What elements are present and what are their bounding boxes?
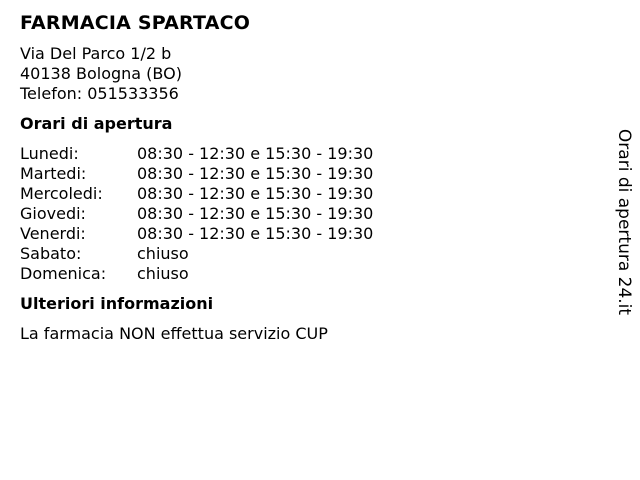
hours-value: 08:30 - 12:30 e 15:30 - 19:30 — [137, 144, 374, 163]
hours-row-sunday — [20, 264, 373, 284]
address-city: 40138 Bologna (BO) — [20, 64, 182, 83]
day-label: Martedi: — [20, 164, 87, 183]
hours-row-monday — [20, 144, 373, 164]
pharmacy-name: FARMACIA SPARTACO — [20, 12, 251, 34]
hours-row-tuesday — [20, 164, 373, 184]
opening-hours-table — [20, 144, 373, 284]
site-watermark: Orari di apertura 24.it — [614, 128, 634, 316]
hours-row-thursday — [20, 204, 373, 224]
hours-row-friday — [20, 224, 373, 244]
hours-value: chiuso — [137, 244, 189, 263]
day-label: Lunedi: — [20, 144, 79, 163]
opening-hours-heading: Orari di apertura — [20, 114, 173, 133]
hours-value: chiuso — [137, 264, 189, 283]
pharmacy-card — [20, 10, 600, 344]
phone-number: Telefon: 051533356 — [20, 84, 179, 103]
day-label: Sabato: — [20, 244, 82, 263]
hours-value: 08:30 - 12:30 e 15:30 - 19:30 — [137, 224, 374, 243]
hours-value: 08:30 - 12:30 e 15:30 - 19:30 — [137, 204, 374, 223]
hours-row-saturday — [20, 244, 373, 264]
address-street: Via Del Parco 1/2 b — [20, 44, 172, 63]
hours-row-wednesday — [20, 184, 373, 204]
day-label: Giovedi: — [20, 204, 86, 223]
day-label: Mercoledi: — [20, 184, 103, 203]
further-info-heading: Ulteriori informazioni — [20, 294, 214, 313]
hours-value: 08:30 - 12:30 e 15:30 - 19:30 — [137, 164, 374, 183]
hours-value: 08:30 - 12:30 e 15:30 - 19:30 — [137, 184, 374, 203]
day-label: Venerdi: — [20, 224, 86, 243]
day-label: Domenica: — [20, 264, 107, 283]
further-info-text: La farmacia NON effettua servizio CUP — [20, 324, 328, 343]
